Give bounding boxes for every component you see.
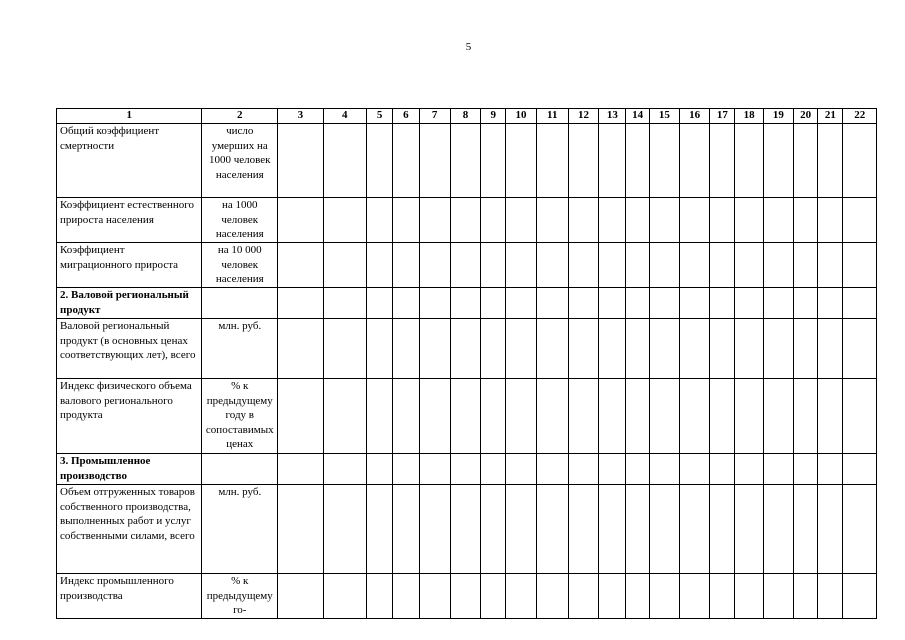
indicator-cell: Индекс промышленного производства [57,574,202,619]
empty-cell [843,288,877,319]
empty-cell [419,319,450,379]
empty-cell [536,288,568,319]
empty-cell [393,124,419,198]
indicator-cell: Индекс физического объема валового регионального продукта [57,379,202,454]
empty-cell [649,243,679,288]
empty-cell [506,198,536,243]
empty-cell [818,124,843,198]
column-header-16: 16 [679,109,709,124]
empty-cell [710,124,735,198]
empty-cell [818,379,843,454]
empty-cell [393,379,419,454]
unit-cell: число умерших на 1000 человек населения [202,124,278,198]
empty-cell [419,379,450,454]
empty-cell [710,243,735,288]
empty-cell [450,379,480,454]
empty-cell [649,574,679,619]
column-header-9: 9 [481,109,506,124]
empty-cell [481,485,506,574]
empty-cell [568,454,598,485]
empty-cell [794,288,818,319]
empty-cell [481,243,506,288]
empty-cell [367,485,393,574]
column-header-6: 6 [393,109,419,124]
empty-cell [450,288,480,319]
empty-cell [278,124,323,198]
table-body [57,124,877,619]
empty-cell [599,485,626,574]
column-header-12: 12 [568,109,598,124]
empty-cell [481,574,506,619]
empty-cell [419,124,450,198]
unit-cell: % к предыдущему году в сопоставимых ценах [202,379,278,454]
column-header-20: 20 [794,109,818,124]
empty-cell [419,243,450,288]
column-header-11: 11 [536,109,568,124]
empty-cell [323,379,366,454]
empty-cell [626,124,649,198]
empty-cell [367,454,393,485]
empty-cell [506,288,536,319]
empty-cell [679,243,709,288]
empty-cell [843,124,877,198]
empty-cell [679,288,709,319]
empty-cell [367,198,393,243]
empty-cell [278,574,323,619]
empty-cell [323,454,366,485]
empty-cell [763,574,793,619]
unit-cell: млн. руб. [202,485,278,574]
empty-cell [450,243,480,288]
empty-cell [278,485,323,574]
empty-cell [367,379,393,454]
empty-cell [599,379,626,454]
empty-cell [568,198,598,243]
empty-cell [763,379,793,454]
unit-cell [202,288,278,319]
empty-cell [367,243,393,288]
empty-cell [843,454,877,485]
empty-cell [818,454,843,485]
empty-cell [506,485,536,574]
empty-cell [278,454,323,485]
empty-cell [393,198,419,243]
empty-cell [278,198,323,243]
indicator-cell: Объем отгруженных товаров собственного производства, выполненных работ и услуг собственными силами, всего [57,485,202,574]
empty-cell [679,379,709,454]
empty-cell [843,198,877,243]
empty-cell [481,124,506,198]
empty-cell [843,319,877,379]
empty-cell [649,319,679,379]
column-header-17: 17 [710,109,735,124]
empty-cell [818,485,843,574]
empty-cell [626,288,649,319]
empty-cell [763,485,793,574]
empty-cell [419,288,450,319]
empty-cell [735,319,763,379]
empty-cell [763,243,793,288]
column-header-5: 5 [367,109,393,124]
empty-cell [763,124,793,198]
unit-cell: на 10 000 человек населения [202,243,278,288]
empty-cell [710,198,735,243]
empty-cell [649,485,679,574]
empty-cell [419,198,450,243]
empty-cell [679,319,709,379]
empty-cell [710,574,735,619]
empty-cell [763,198,793,243]
empty-cell [843,574,877,619]
empty-cell [323,485,366,574]
empty-cell [536,124,568,198]
empty-cell [536,485,568,574]
empty-cell [599,319,626,379]
unit-cell: на 1000 человек населения [202,198,278,243]
column-header-7: 7 [419,109,450,124]
empty-cell [794,454,818,485]
empty-cell [367,319,393,379]
empty-cell [481,198,506,243]
empty-cell [506,379,536,454]
table-row [57,319,877,379]
empty-cell [481,379,506,454]
empty-cell [735,485,763,574]
section-row [57,288,877,319]
empty-cell [450,574,480,619]
empty-cell [278,319,323,379]
empty-cell [323,288,366,319]
empty-cell [536,243,568,288]
empty-cell [278,288,323,319]
table-row [57,379,877,454]
empty-cell [568,124,598,198]
empty-cell [599,124,626,198]
section-title: 3. Промышленное производство [57,454,202,485]
empty-cell [794,124,818,198]
empty-cell [679,454,709,485]
empty-cell [323,574,366,619]
empty-cell [649,454,679,485]
empty-cell [536,379,568,454]
empty-cell [599,454,626,485]
column-header-14: 14 [626,109,649,124]
empty-cell [599,574,626,619]
indicator-cell: Коэффициент миграционного прироста [57,243,202,288]
empty-cell [568,319,598,379]
empty-cell [367,574,393,619]
empty-cell [568,485,598,574]
empty-cell [735,198,763,243]
empty-cell [794,379,818,454]
empty-cell [735,124,763,198]
empty-cell [393,574,419,619]
table-row [57,124,877,198]
empty-cell [710,319,735,379]
empty-cell [450,319,480,379]
empty-cell [367,124,393,198]
empty-cell [626,485,649,574]
column-header-15: 15 [649,109,679,124]
indicator-cell: Общий коэффициент смертности [57,124,202,198]
empty-cell [506,454,536,485]
empty-cell [450,198,480,243]
column-header-10: 10 [506,109,536,124]
table-row [57,574,877,619]
empty-cell [393,243,419,288]
empty-cell [568,379,598,454]
section-title: 2. Валовой региональный продукт [57,288,202,319]
empty-cell [763,319,793,379]
empty-cell [393,454,419,485]
empty-cell [735,243,763,288]
empty-cell [843,485,877,574]
column-header-3: 3 [278,109,323,124]
empty-cell [323,124,366,198]
empty-cell [323,319,366,379]
empty-cell [419,454,450,485]
empty-cell [649,124,679,198]
empty-cell [419,485,450,574]
empty-cell [568,574,598,619]
empty-cell [599,198,626,243]
empty-cell [626,454,649,485]
empty-cell [649,198,679,243]
empty-cell [536,198,568,243]
unit-cell [202,454,278,485]
empty-cell [710,485,735,574]
page-number: 5 [465,41,472,53]
empty-cell [599,243,626,288]
empty-cell [506,319,536,379]
empty-cell [679,124,709,198]
header-row [57,109,877,124]
empty-cell [794,485,818,574]
column-header-4: 4 [323,109,366,124]
empty-cell [818,319,843,379]
empty-cell [419,574,450,619]
empty-cell [450,124,480,198]
empty-cell [679,574,709,619]
empty-cell [626,198,649,243]
empty-cell [626,243,649,288]
empty-cell [393,485,419,574]
empty-cell [323,243,366,288]
unit-cell: млн. руб. [202,319,278,379]
empty-cell [367,288,393,319]
column-header-22: 22 [843,109,877,124]
empty-cell [735,454,763,485]
empty-cell [506,243,536,288]
column-header-18: 18 [735,109,763,124]
empty-cell [323,198,366,243]
empty-cell [763,288,793,319]
empty-cell [794,319,818,379]
indicator-cell: Коэффициент естественного прироста населения [57,198,202,243]
empty-cell [710,288,735,319]
column-header-1: 1 [57,109,202,124]
empty-cell [278,243,323,288]
table-row [57,485,877,574]
empty-cell [818,574,843,619]
empty-cell [794,574,818,619]
empty-cell [506,124,536,198]
empty-cell [649,288,679,319]
empty-cell [710,379,735,454]
empty-cell [843,379,877,454]
empty-cell [481,319,506,379]
column-header-19: 19 [763,109,793,124]
empty-cell [481,288,506,319]
empty-cell [649,379,679,454]
indicator-cell: Валовой региональный продукт (в основных ценах соответствующих лет), всего [57,319,202,379]
empty-cell [481,454,506,485]
unit-cell: % к предыдущему го- [202,574,278,619]
column-header-21: 21 [818,109,843,124]
empty-cell [506,574,536,619]
indicators-table [56,108,877,619]
empty-cell [794,243,818,288]
empty-cell [735,574,763,619]
empty-cell [763,454,793,485]
empty-cell [626,574,649,619]
empty-cell [679,485,709,574]
empty-cell [794,198,818,243]
empty-cell [568,243,598,288]
empty-cell [710,454,735,485]
empty-cell [278,379,323,454]
empty-cell [568,288,598,319]
column-header-13: 13 [599,109,626,124]
empty-cell [536,454,568,485]
empty-cell [735,288,763,319]
empty-cell [599,288,626,319]
empty-cell [626,379,649,454]
empty-cell [536,319,568,379]
empty-cell [450,454,480,485]
table-row [57,243,877,288]
empty-cell [818,243,843,288]
table-row [57,198,877,243]
empty-cell [843,243,877,288]
column-header-2: 2 [202,109,278,124]
empty-cell [679,198,709,243]
empty-cell [818,198,843,243]
empty-cell [393,288,419,319]
empty-cell [536,574,568,619]
section-row [57,454,877,485]
column-header-8: 8 [450,109,480,124]
empty-cell [393,319,419,379]
empty-cell [818,288,843,319]
empty-cell [735,379,763,454]
empty-cell [626,319,649,379]
empty-cell [450,485,480,574]
